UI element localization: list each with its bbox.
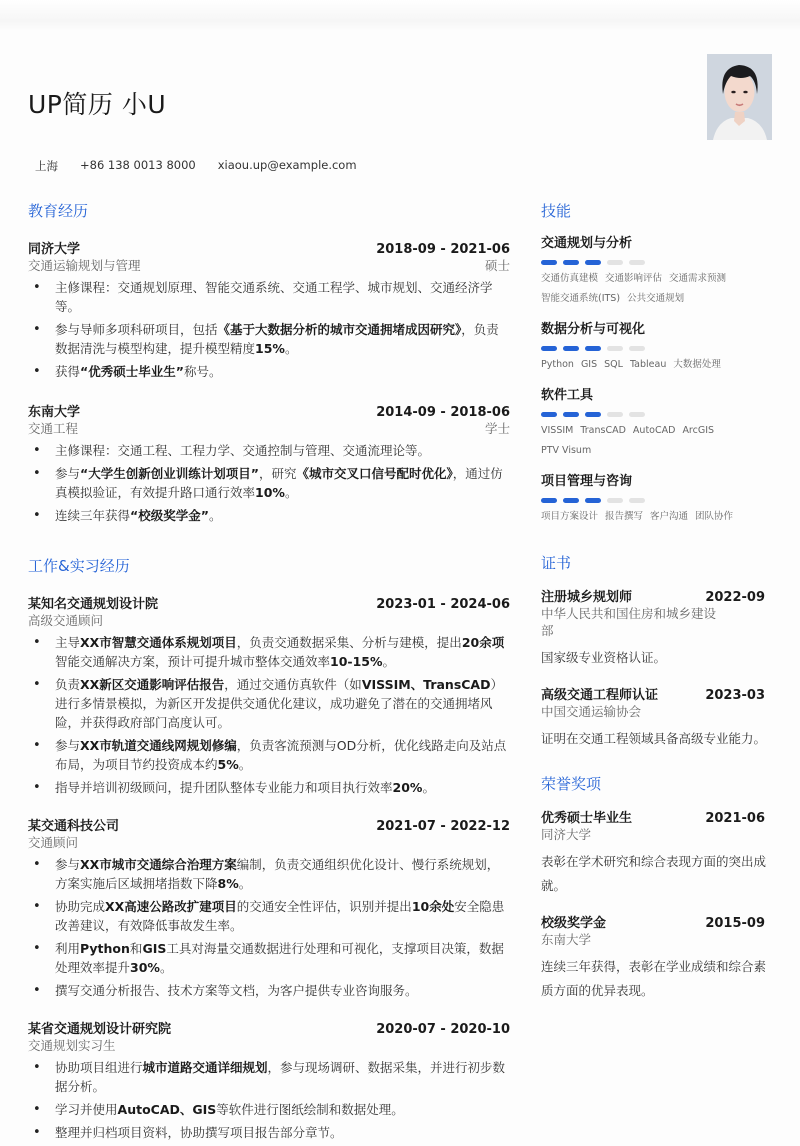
- skill-level-segment: [563, 498, 579, 503]
- skill-level-segment: [629, 498, 645, 503]
- skill-level-bar: [541, 346, 767, 351]
- skill-tag: 报告撰写: [605, 511, 644, 522]
- skill-tags: [541, 508, 767, 526]
- school-name: 东南大学: [28, 405, 81, 420]
- awards-list: [541, 807, 767, 1003]
- skill-tag: 交通需求预测: [669, 273, 727, 284]
- bullet-item: • 参与导师多项科研项目，包括《基于大数据分析的城市交通拥堵成因研究》，负责数据清洗与模型构建，提升模型精度15%。: [28, 320, 510, 358]
- degree: 学士: [484, 421, 510, 436]
- certificate-desc: 证明在交通工程领域具备高级专业能力。: [541, 731, 767, 746]
- bullet-item: • 主修课程：交通工程、工程力学、交通控制与管理、交通流理论等。: [28, 441, 510, 460]
- skill-level-segment: [541, 260, 557, 265]
- award-issuer: 东南大学: [541, 932, 592, 947]
- degree: 硕士: [484, 258, 510, 273]
- skill-tag: VISSIM: [541, 425, 574, 436]
- award-entry: [541, 807, 767, 898]
- work-period: 2020-07 - 2020-10: [376, 1022, 510, 1037]
- award-date: 2015-09: [705, 916, 765, 931]
- certificates-list: [541, 586, 767, 751]
- work-entry: [28, 1018, 510, 1142]
- school-name: 同济大学: [28, 242, 81, 257]
- skill-tag: Tableau: [629, 359, 667, 370]
- job-role: 高级交通顾问: [28, 613, 104, 628]
- skill-tag: 大数据处理: [673, 359, 721, 370]
- skill-name: 软件工具: [541, 388, 594, 403]
- section-title-certificates: 证书: [541, 554, 572, 572]
- certificate-issuer: 中国交通运输协会: [541, 704, 642, 719]
- skill-name: 交通规划与分析: [541, 236, 633, 251]
- bullet-item: • 利用Python和GIS工具对海量交通数据进行处理和可视化，支撑项目决策，数据处理效率提升30%。: [28, 939, 510, 977]
- award-desc: 表彰在学术研究和综合表现方面的突出成就。: [541, 854, 767, 893]
- work-entry: [28, 593, 510, 797]
- company-name: 某省交通规划设计研究院: [28, 1022, 172, 1037]
- skill-tag: 公共交通规划: [627, 293, 685, 304]
- skill-level-segment: [563, 260, 579, 265]
- skill-level-segment: [629, 346, 645, 351]
- certificate-issuer: 中华人民共和国住房和城乡建设部: [541, 606, 717, 638]
- skill-level-segment: [541, 346, 557, 351]
- skill-tag: Python: [541, 359, 574, 370]
- bullet-item: • 撰写交通分析报告、技术方案等文档，为客户提供专业咨询服务。: [28, 981, 510, 1000]
- top-shadow: [0, 0, 800, 30]
- resume-page: [0, 30, 800, 1140]
- skill-group: [541, 473, 767, 526]
- skill-tag: ArcGIS: [682, 425, 715, 436]
- contact-bar: [35, 158, 357, 174]
- skill-level-segment: [607, 346, 623, 351]
- skill-level-segment: [629, 260, 645, 265]
- bullet-item: • 整理并归档项目资料，协助撰写项目报告部分章节。: [28, 1123, 510, 1142]
- skill-tag: 交通仿真建模: [541, 273, 599, 284]
- skill-group: [541, 387, 767, 460]
- skill-tag: 交通影响评估: [605, 273, 663, 284]
- bullet-item: • 连续三年获得“校级奖学金”。: [28, 506, 510, 525]
- work-period: 2023-01 - 2024-06: [376, 597, 510, 612]
- skill-tag: 项目方案设计: [541, 511, 599, 522]
- skill-tags: [541, 270, 767, 308]
- skill-tag: 客户沟通: [650, 511, 689, 522]
- skill-group: [541, 321, 767, 374]
- right-column: [541, 200, 767, 1003]
- skill-level-segment: [629, 412, 645, 417]
- contact-phone[interactable]: +86 138 0013 8000: [80, 158, 196, 172]
- skill-level-bar: [541, 498, 767, 503]
- skill-level-segment: [607, 498, 623, 503]
- bullet-item: • 负责XX新区交通影响评估报告，通过交通仿真软件（如VISSIM、TransCAD）进行多情景模拟，为新区开发提供交通优化建议，成功避免了潜在的交通拥堵风险，并获得政府部门高度认可。: [28, 675, 510, 732]
- education-period: 2014-09 - 2018-06: [376, 405, 510, 420]
- section-title-education: 教育经历: [28, 202, 89, 220]
- contact-city: 上海: [35, 159, 58, 173]
- bullet-list: [28, 633, 510, 797]
- skill-tag: GIS: [580, 359, 598, 370]
- skill-tag: PTV Visum: [541, 445, 592, 456]
- certificate-entry: [541, 586, 767, 670]
- skill-tag: TransCAD: [580, 425, 626, 436]
- certificate-name: 高级交通工程师认证: [541, 688, 659, 703]
- skill-level-bar: [541, 412, 767, 417]
- education-period: 2018-09 - 2021-06: [376, 242, 510, 257]
- skill-tag: 团队协作: [695, 511, 734, 522]
- award-name: 优秀硕士毕业生: [541, 811, 633, 826]
- skill-level-segment: [607, 412, 623, 417]
- education-entry: [28, 401, 510, 525]
- skill-level-segment: [585, 260, 601, 265]
- skill-level-segment: [585, 346, 601, 351]
- skill-level-segment: [585, 498, 601, 503]
- skill-tag: 智能交通系统(ITS): [541, 293, 621, 304]
- section-title-skills: 技能: [541, 202, 572, 220]
- skill-level-segment: [607, 260, 623, 265]
- skill-level-segment: [585, 412, 601, 417]
- bullet-list: [28, 441, 510, 525]
- bullet-item: • 指导并培训初级顾问，提升团队整体专业能力和项目执行效率20%。: [28, 778, 510, 797]
- award-desc: 连续三年获得，表彰在学业成绩和综合素质方面的优异表现。: [541, 959, 767, 998]
- bullet-item: • 协助完成XX高速公路改扩建项目的交通安全性评估，识别并提出10余处安全隐患改善建议，有效降低事故发生率。: [28, 897, 510, 935]
- bullet-item: • 主导XX市智慧交通体系规划项目，负责交通数据采集、分析与建模，提出20余项智能交通解决方案，预计可提升城市整体交通效率10-15%。: [28, 633, 510, 671]
- skill-level-segment: [541, 412, 557, 417]
- skill-tags: [541, 422, 767, 460]
- skill-tags: [541, 356, 767, 374]
- skill-level-segment: [541, 498, 557, 503]
- award-entry: [541, 912, 767, 1003]
- work-list: [28, 593, 510, 1142]
- skill-tag: SQL: [604, 359, 623, 370]
- section-title-awards: 荣誉奖项: [541, 775, 602, 793]
- skill-level-segment: [563, 412, 579, 417]
- award-date: 2021-06: [705, 811, 765, 826]
- skill-level-segment: [563, 346, 579, 351]
- avatar: [707, 54, 772, 140]
- award-name: 校级奖学金: [541, 916, 607, 931]
- certificate-entry: [541, 684, 767, 751]
- contact-email[interactable]: xiaou.up@example.com: [217, 158, 357, 172]
- company-name: 某交通科技公司: [28, 819, 120, 834]
- bullet-item: • 参与“大学生创新创业训练计划项目”，研究《城市交叉口信号配时优化》，通过仿真模拟验证，有效提升路口通行效率10%。: [28, 464, 510, 502]
- bullet-item: • 学习并使用AutoCAD、GIS等软件进行图纸绘制和数据处理。: [28, 1100, 510, 1119]
- education-list: [28, 238, 510, 525]
- award-issuer: 同济大学: [541, 827, 592, 842]
- left-column: [28, 200, 510, 1146]
- major: 交通运输规划与管理: [28, 258, 141, 273]
- bullet-list: [28, 855, 510, 1000]
- bullet-item: • 获得“优秀硕士毕业生”称号。: [28, 362, 510, 381]
- bullet-item: • 主修课程：交通规划原理、智能交通系统、交通工程学、城市规划、交通经济学等。: [28, 278, 510, 316]
- certificate-date: 2022-09: [705, 590, 765, 605]
- certificate-desc: 国家级专业资格认证。: [541, 650, 667, 665]
- company-name: 某知名交通规划设计院: [28, 597, 159, 612]
- bullet-item: • 参与XX市轨道交通线网规划修编，负责客流预测与OD分析，优化线路走向及站点布局，为项目节约投资成本约5%。: [28, 736, 510, 774]
- job-role: 交通规划实习生: [28, 1038, 116, 1053]
- portrait-photo-icon: [707, 54, 772, 140]
- work-entry: [28, 815, 510, 1000]
- skill-name: 数据分析与可视化: [541, 322, 646, 337]
- skills-list: [541, 235, 767, 526]
- bullet-list: [28, 278, 510, 381]
- bullet-item: • 参与XX市城市交通综合治理方案编制，负责交通组织优化设计、慢行系统规划，方案实施后区域拥堵指数下降8%。: [28, 855, 510, 893]
- skill-level-bar: [541, 260, 767, 265]
- major: 交通工程: [28, 421, 79, 436]
- skill-group: [541, 235, 767, 308]
- certificate-name: 注册城乡规划师: [541, 590, 633, 605]
- certificate-date: 2023-03: [705, 688, 765, 703]
- bullet-item: • 协助项目组进行城市道路交通详细规划，参与现场调研、数据采集，并进行初步数据分析。: [28, 1058, 510, 1096]
- resume-name: UP简历 小U: [28, 90, 167, 119]
- section-title-work: 工作&实习经历: [28, 557, 130, 575]
- skill-name: 项目管理与咨询: [541, 474, 633, 489]
- work-period: 2021-07 - 2022-12: [376, 819, 510, 834]
- job-role: 交通顾问: [28, 835, 79, 850]
- education-entry: [28, 238, 510, 381]
- skill-tag: AutoCAD: [632, 425, 676, 436]
- bullet-list: [28, 1058, 510, 1142]
